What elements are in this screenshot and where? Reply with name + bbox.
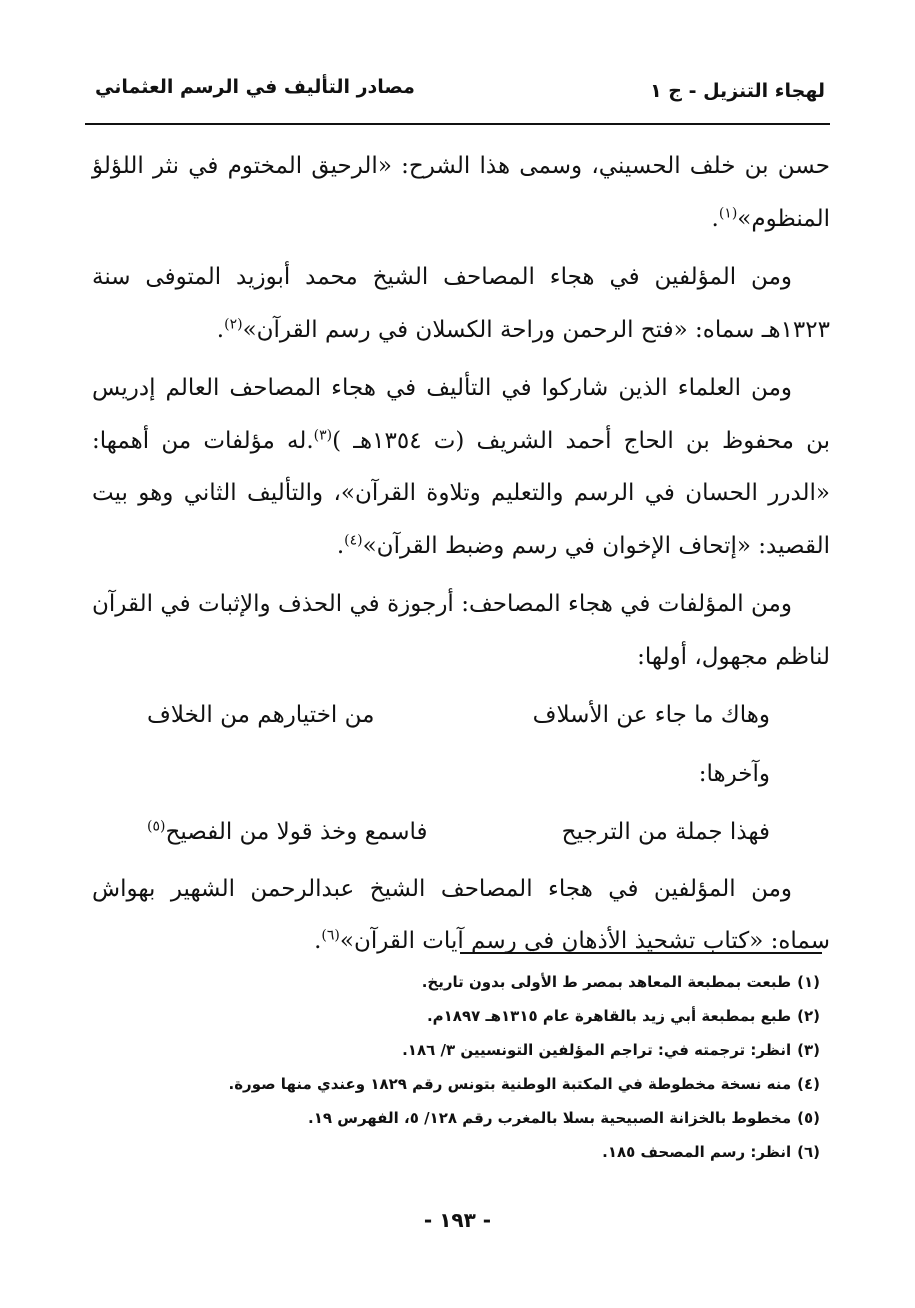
footnote-rule	[460, 952, 822, 954]
header-book-title: لهجاء التنزيل - ج ١	[650, 80, 825, 102]
footnote-ref-2: (٢)	[224, 315, 243, 332]
paragraph-1-text: حسن بن خلف الحسيني، وسمى هذا الشرح: «الرحيق المختوم في نثر اللؤلؤ المنظوم»	[92, 153, 830, 232]
verse-2-first-hemistich: فهذا جملة من الترجيح	[561, 819, 770, 845]
paragraph-3-tail: .	[336, 532, 345, 559]
footnote-3-text: انظر: ترجمته في: تراجم المؤلفين التونسيين ٣/ ١٨٦.	[402, 1041, 792, 1059]
footnote-ref-3: (٣)	[313, 426, 333, 443]
footnote-ref-5: (٥)	[147, 818, 166, 835]
page-number: - ١٩٣ -	[423, 1208, 492, 1232]
verse-line-2	[92, 806, 830, 859]
footnote-1-number: (١)	[797, 973, 820, 991]
footnote-5	[220, 1101, 820, 1135]
footnote-2	[220, 999, 820, 1033]
footnote-6	[220, 1135, 820, 1169]
paragraph-4-text: ومن المؤلفات في هجاء المصاحف: أرجوزة في الحذف والإثبات في القرآن لناظم مجهول، أولها:	[92, 591, 830, 670]
paragraph-5-text: ومن المؤلفين في هجاء المصاحف الشيخ عبدالرحمن الشهير بهواش سماه: «كتاب تشحيذ الأذهان في رسم آيات القرآن»	[92, 875, 830, 954]
footnote-1-text: طبعت بمطبعة المعاهد بمصر ط الأولى بدون تاريخ.	[421, 973, 792, 991]
paragraph-1	[92, 140, 830, 245]
footnote-4	[220, 1067, 820, 1101]
footnote-4-number: (٤)	[797, 1075, 820, 1093]
footnote-2-text: طبع بمطبعة أبي زيد بالقاهرة عام ١٣١٥هـ ١٨٩٧م.	[426, 1007, 792, 1025]
verse-line-1	[92, 689, 830, 742]
footnote-4-text: منه نسخة مخطوطة في المكتبة الوطنية بتونس رقم ١٨٢٩ وعندي منها صورة.	[228, 1075, 792, 1093]
footnote-ref-6: (٦)	[321, 927, 340, 944]
footnote-6-text: انظر: رسم المصحف ١٨٥.	[602, 1143, 792, 1161]
paragraph-2-text: ومن المؤلفين في هجاء المصاحف الشيخ محمد أبوزيد المتوفى سنة ١٣٢٣هـ سماه: «فتح الرحمن وراحة الكسلان في رسم القرآن»	[92, 264, 830, 343]
footnote-ref-4: (٤)	[344, 531, 363, 548]
footnote-5-text: مخطوط بالخزانة الصبيحية بسلا بالمغرب رقم ١٢٨/ ٥، الفهرس ١٩.	[308, 1109, 792, 1127]
running-header	[95, 72, 825, 112]
paragraph-3-text-a: ومن العلماء الذين شاركوا في التأليف في هجاء المصاحف العالم إدريس بن محفوظ بن الحاج أحمد الشريف (ت ١٣٥٤هـ )	[92, 375, 831, 454]
verse-label: وآخرها:	[698, 760, 770, 787]
header-chapter-title: مصادر التأليف في الرسم العثماني	[95, 76, 415, 98]
footnote-5-number: (٥)	[797, 1109, 820, 1127]
footnote-3-number: (٣)	[797, 1041, 820, 1059]
footnote-2-number: (٢)	[797, 1007, 820, 1025]
verse-1-second-hemistich: من اختيارهم من الخلاف	[147, 702, 375, 728]
body-text	[92, 140, 830, 974]
header-rule	[85, 123, 830, 125]
footnote-3	[220, 1033, 820, 1067]
paragraph-3-text-b: .له مؤلفات من أهمها: «الدرر الحسان في الرسم والتعليم وتلاوة القرآن»، والتأليف الثاني وهو بيت القصيد: «إتحاف الإخوان في رسم وضبط القرآن»	[92, 427, 830, 559]
paragraph-1-tail: .	[711, 205, 719, 232]
footnote-ref-1: (١)	[718, 204, 738, 221]
paragraph-5-tail: .	[314, 928, 322, 954]
verse-2-second-hemistich	[147, 806, 428, 859]
verse-2-second-text: فاسمع وخذ قولا من الفصيح	[165, 819, 428, 845]
footnote-1	[220, 965, 820, 999]
paragraph-2	[92, 251, 830, 356]
paragraph-3	[92, 362, 830, 572]
paragraph-2-tail: .	[216, 316, 225, 343]
paragraph-4	[92, 578, 830, 683]
footnotes	[220, 965, 820, 1169]
verse-1-first-hemistich: وهاك ما جاء عن الأسلاف	[532, 702, 770, 728]
footnote-6-number: (٦)	[797, 1143, 820, 1161]
